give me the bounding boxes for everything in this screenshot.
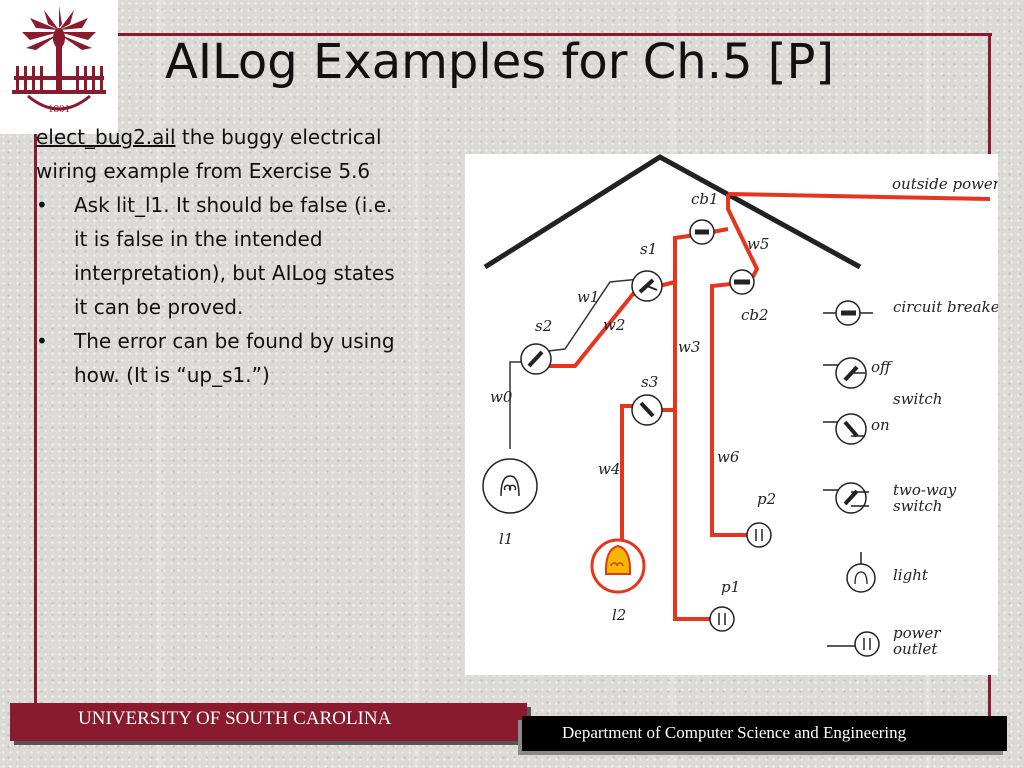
wire-w0	[510, 362, 528, 449]
university-banner	[10, 703, 527, 741]
switch-s1	[632, 271, 662, 301]
legend-on: on	[871, 416, 890, 434]
label-s2: s2	[535, 317, 553, 335]
wiring-diagram	[465, 154, 998, 675]
label-w1: w1	[577, 288, 600, 306]
label-l1: l1	[499, 530, 514, 548]
bullet-marker: •	[36, 193, 48, 217]
legend-power: power	[893, 624, 941, 642]
usc-palmetto-logo	[0, 0, 118, 134]
label-w0: w0	[490, 388, 513, 406]
label-w5: w5	[747, 235, 770, 253]
circuit-breaker-cb2	[730, 270, 754, 294]
logo-year: 1801	[48, 103, 70, 115]
circuit-breaker-cb1	[690, 220, 714, 244]
bullet-text: The error can be found by using how. (It is “up_s1.”)	[74, 329, 395, 387]
switch-s2	[521, 344, 551, 374]
body-text	[36, 120, 406, 392]
label-outside-power: outside power	[892, 175, 998, 193]
outside-power-wire	[728, 194, 990, 199]
legend-power-outlet: outlet	[893, 640, 938, 658]
legend-two-way-switch: switch	[893, 497, 943, 515]
page-title: AILog Examples for Ch.5 [P]	[165, 34, 835, 90]
department-name: Department of Computer Science and Engineering	[562, 723, 907, 742]
bullet-list	[36, 188, 406, 392]
file-link[interactable]: elect_bug2.ail	[36, 125, 176, 149]
legend-off: off	[871, 358, 891, 376]
bullet-marker: •	[36, 329, 48, 353]
legend-circuit-breaker: circuit breaker	[893, 298, 998, 316]
legend-two-way: two-way	[893, 481, 957, 499]
legend	[823, 298, 998, 658]
legend-light: light	[893, 566, 928, 584]
label-cb2: cb2	[741, 306, 769, 324]
label-w2: w2	[603, 316, 626, 334]
intro-paragraph	[36, 120, 406, 188]
power-outlet-p2	[747, 523, 771, 547]
wire-w3	[675, 234, 721, 619]
label-w6: w6	[717, 448, 740, 466]
label-p1: p1	[721, 578, 741, 596]
bullet-item	[36, 188, 406, 324]
label-cb1: cb1	[691, 190, 719, 208]
bullet-text: Ask lit_l1. It should be false (i.e. it is false in the intended interpretation), but AILog states it can be proved.	[74, 193, 395, 319]
palmetto-tree-icon	[0, 0, 118, 134]
light-l1	[483, 459, 537, 513]
intro-text: the buggy electrical wiring example from Exercise 5.6	[36, 125, 382, 183]
label-l2: l2	[612, 606, 627, 624]
label-s3: s3	[641, 373, 659, 391]
label-s1: s1	[640, 240, 658, 258]
bullet-item	[36, 324, 406, 392]
legend-switch: switch	[893, 390, 943, 408]
label-p2: p2	[757, 490, 777, 508]
label-w4: w4	[598, 460, 621, 478]
house-roof	[485, 157, 860, 267]
department-banner	[522, 716, 1007, 751]
wire-w4	[622, 406, 640, 544]
label-w3: w3	[678, 338, 701, 356]
power-outlet-p1	[710, 607, 734, 631]
light-l2	[592, 540, 644, 592]
switch-s3	[632, 395, 662, 425]
university-name: UNIVERSITY OF SOUTH CAROLINA	[78, 708, 392, 729]
